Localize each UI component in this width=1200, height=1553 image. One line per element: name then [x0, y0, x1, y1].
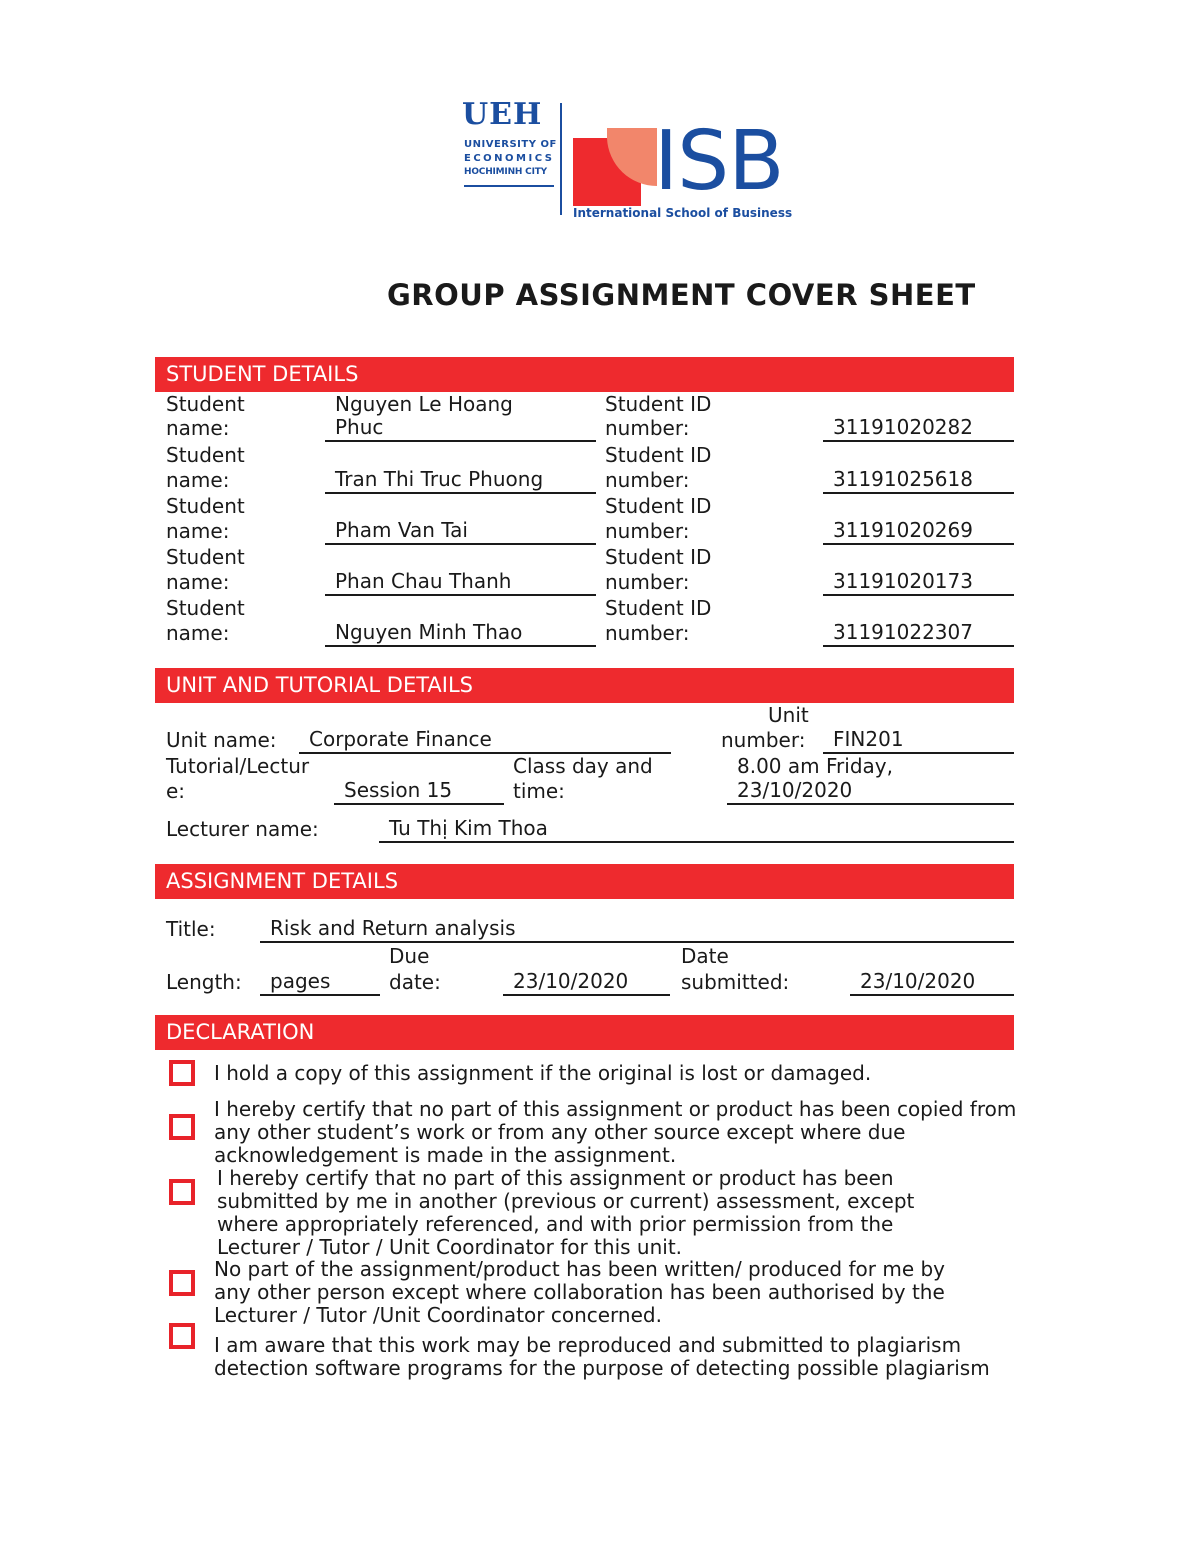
declaration-checkbox[interactable] [169, 1270, 195, 1296]
student-name-label: Student [166, 443, 245, 467]
student-id-field[interactable]: 31191022307 [823, 620, 1014, 647]
declaration-checkbox[interactable] [169, 1323, 195, 1349]
due-date-label: Due [389, 944, 430, 968]
ueh-logo [462, 97, 557, 198]
student-name-label: Student [166, 596, 245, 620]
declaration-line: any other student’s work or from any other source except where due [214, 1120, 906, 1144]
date-submitted-label: submitted: [681, 970, 790, 994]
student-id-field[interactable]: 31191020282 [823, 415, 1014, 442]
unit-name-label: Unit name: [166, 728, 277, 752]
student-id-label: number: [605, 416, 690, 440]
student-id-label: Student ID [605, 392, 712, 416]
student-id-label: Student ID [605, 596, 712, 620]
length-field[interactable]: pages [260, 969, 380, 996]
declaration-text [214, 1334, 990, 1380]
declaration-line: I am aware that this work may be reproduced and submitted to plagiarism [214, 1333, 962, 1357]
declaration-line: I hold a copy of this assignment if the original is lost or damaged. [214, 1061, 872, 1085]
student-id-field[interactable]: 31191020173 [823, 569, 1014, 596]
ueh-logo-title: UEH [462, 97, 543, 132]
student-name-value-line1: Nguyen Le Hoang [335, 392, 513, 416]
tutorial-field[interactable]: Session 15 [334, 778, 504, 805]
section-header-assignment-details: ASSIGNMENT DETAILS [155, 864, 1014, 899]
ueh-logo-line1: UNIVERSITY OF [464, 139, 557, 150]
student-id-label: number: [605, 468, 690, 492]
declaration-checkbox[interactable] [169, 1060, 195, 1086]
student-name-field[interactable]: Nguyen Minh Thao [325, 620, 596, 647]
ueh-logo-underline [464, 185, 554, 187]
declaration-line: acknowledgement is made in the assignment. [214, 1143, 677, 1167]
assignment-title-field[interactable]: Risk and Return analysis [260, 916, 1014, 943]
student-name-field[interactable]: Phuc [325, 415, 596, 442]
declaration-text [214, 1258, 945, 1327]
logo-divider [560, 103, 562, 215]
isb-emblem-icon [573, 128, 657, 206]
date-submitted-field[interactable]: 23/10/2020 [850, 969, 1014, 996]
declaration-text [214, 1062, 871, 1085]
student-name-label: name: [166, 570, 230, 594]
section-header-declaration: DECLARATION [155, 1015, 1014, 1050]
due-date-label: date: [389, 970, 441, 994]
isb-logo [568, 114, 813, 220]
lecturer-field[interactable]: Tu Thị Kim Thoa [379, 816, 1014, 843]
title-label: Title: [166, 917, 216, 941]
student-id-label: number: [605, 621, 690, 645]
student-name-label: name: [166, 468, 230, 492]
document-title: GROUP ASSIGNMENT COVER SHEET [387, 278, 976, 312]
student-id-field[interactable]: 31191020269 [823, 518, 1014, 545]
student-name-field[interactable]: Phan Chau Thanh [325, 569, 596, 596]
isb-logo-subtitle: International School of Business [573, 206, 793, 218]
unit-number-label: Unit [768, 703, 809, 727]
student-id-label: Student ID [605, 494, 712, 518]
class-time-label: time: [513, 779, 565, 803]
student-name-field[interactable]: Tran Thi Truc Phuong [325, 467, 596, 494]
declaration-checkbox[interactable] [169, 1179, 195, 1205]
declaration-text [214, 1098, 1016, 1167]
tutorial-label: Tutorial/Lectur [166, 754, 310, 778]
student-id-field[interactable]: 31191025618 [823, 467, 1014, 494]
date-submitted-label: Date [681, 944, 729, 968]
lecturer-label: Lecturer name: [166, 817, 319, 841]
student-name-label: Student [166, 545, 245, 569]
section-header-student-details: STUDENT DETAILS [155, 357, 1014, 392]
declaration-checkbox[interactable] [169, 1114, 195, 1140]
section-header-unit-details: UNIT AND TUTORIAL DETAILS [155, 668, 1014, 703]
unit-number-field[interactable]: FIN201 [823, 727, 1014, 754]
declaration-line: Lecturer / Tutor /Unit Coordinator concerned. [214, 1303, 662, 1327]
student-id-label: number: [605, 519, 690, 543]
due-date-field[interactable]: 23/10/2020 [503, 969, 670, 996]
declaration-line: detection software programs for the purpose of detecting possible plagiarism [214, 1356, 990, 1380]
declaration-line: I hereby certify that no part of this assignment or product has been [217, 1166, 894, 1190]
unit-name-field[interactable]: Corporate Finance [299, 727, 671, 754]
declaration-text [217, 1167, 914, 1259]
student-name-label: name: [166, 519, 230, 543]
student-id-label: Student ID [605, 443, 712, 467]
declaration-line: where appropriately referenced, and with prior permission from the [217, 1212, 894, 1236]
student-name-label: name: [166, 621, 230, 645]
class-time-label: Class day and [513, 754, 653, 778]
ueh-logo-line3: HOCHIMINH CITY [464, 167, 547, 177]
isb-logo-title: ISB [654, 114, 784, 209]
declaration-line: No part of the assignment/product has been written/ produced for me by [214, 1257, 946, 1281]
declaration-line: I hereby certify that no part of this assignment or product has been copied from [214, 1097, 1017, 1121]
declaration-line: Lecturer / Tutor / Unit Coordinator for this unit. [217, 1235, 683, 1259]
unit-number-label: number: [721, 728, 806, 752]
class-time-value-line1: 8.00 am Friday, [737, 754, 893, 778]
student-name-label: Student [166, 392, 245, 416]
tutorial-label: e: [166, 779, 186, 803]
declaration-line: any other person except where collaboration has been authorised by the [214, 1280, 945, 1304]
declaration-line: submitted by me in another (previous or current) assessment, except [217, 1189, 915, 1213]
student-name-label: Student [166, 494, 245, 518]
student-name-label: name: [166, 416, 230, 440]
length-label: Length: [166, 970, 242, 994]
student-id-label: Student ID [605, 545, 712, 569]
class-time-field[interactable]: 23/10/2020 [727, 778, 1014, 805]
student-id-label: number: [605, 570, 690, 594]
ueh-logo-line2: ECONOMICS [464, 153, 555, 164]
student-name-field[interactable]: Pham Van Tai [325, 518, 596, 545]
